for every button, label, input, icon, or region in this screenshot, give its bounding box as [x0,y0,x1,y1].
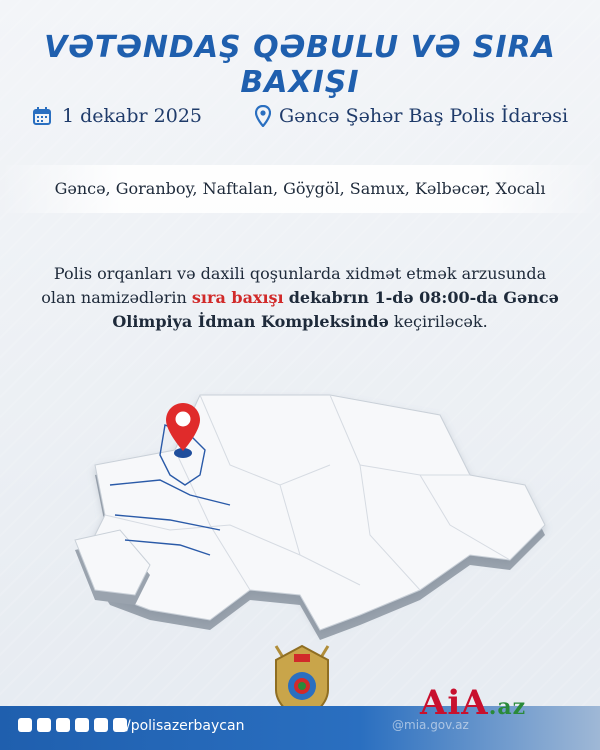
telegram-icon[interactable] [94,718,108,732]
cities-list: Gəncə, Goranboy, Naftalan, Göygöl, Samux, Kəlbəcər, Xocalı [0,165,600,213]
instagram-icon[interactable] [37,718,51,732]
description-bold: dekabrın 1-də 08:00-da Gəncə Olimpiya İdman Kompleksində [112,288,559,331]
location-pin-icon [255,105,271,127]
description [40,262,560,334]
social-handle[interactable]: /polisazerbaycan [126,718,245,734]
youtube-icon[interactable] [75,718,89,732]
description-part3: keçiriləcək. [388,312,488,331]
whatsapp-icon[interactable] [113,718,127,732]
info-row [0,105,600,135]
watermark-text: AiA [420,683,489,723]
calendar-icon [32,106,52,126]
website-handle[interactable]: @mia.gov.az [392,718,469,732]
map-surface [85,395,545,630]
watermark-suffix: .az [488,694,527,720]
social-icons [18,718,127,732]
location-text: Gəncə Şəhər Baş Polis İdarəsi [279,105,569,127]
watermark-logo [420,683,526,723]
x-icon[interactable] [56,718,70,732]
page-title: VƏTƏNDAŞ QƏBULU VƏ SIRA BAXIŞI [44,30,556,100]
azerbaijan-map [0,355,600,645]
facebook-icon[interactable] [18,718,32,732]
description-highlight: sıra baxışı [191,288,284,307]
date-item [32,105,202,127]
description-part1: Polis orqanları və daxili qoşunlarda xidmət etmək arzusunda olan namizədlərin [41,264,547,307]
location-item [255,105,568,127]
date-text: 1 dekabr 2025 [62,105,203,127]
